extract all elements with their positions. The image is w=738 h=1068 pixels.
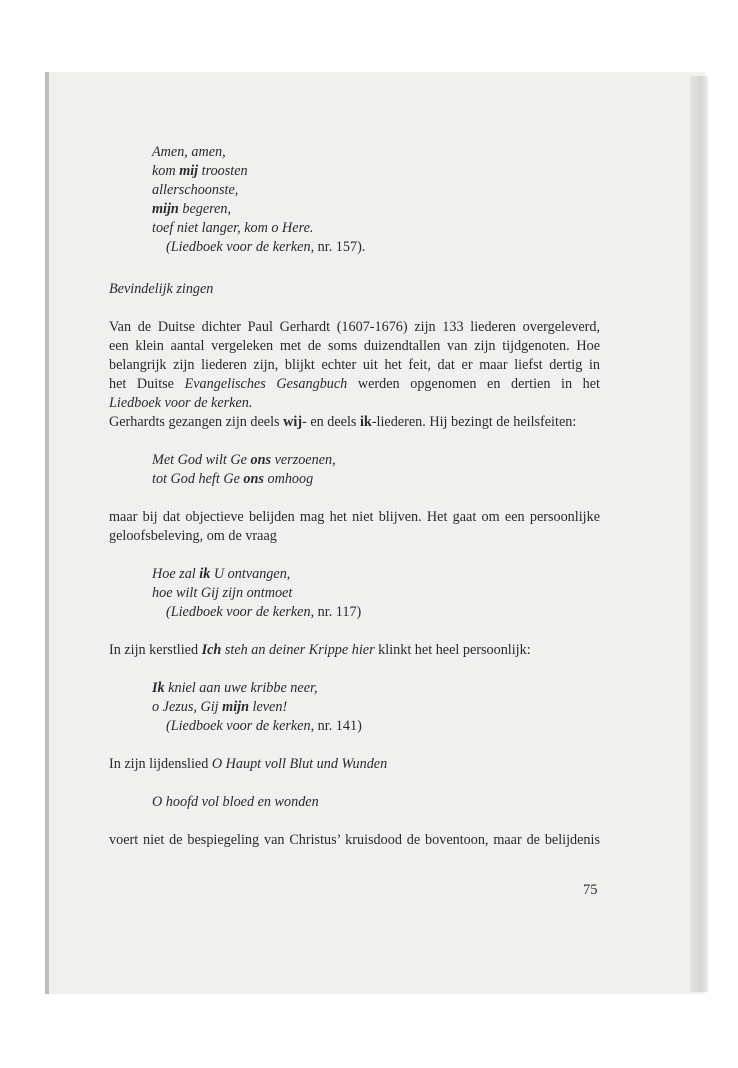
section-heading: Bevindelijk zingen: [109, 281, 214, 297]
para5: voert niet de bespiegeling van Christus’ kruisdood de boventoon, maar de belijdenis: [109, 832, 600, 848]
para3: In zijn kerstlied Ich steh an deiner Krippe hier klinkt het heel persoonlijk:: [109, 642, 531, 658]
poem1-line5: toef niet langer, kom o Here.: [152, 220, 314, 236]
page-number: 75: [583, 882, 598, 898]
para1-line1: Van de Duitse dichter Paul Gerhardt (1607-1676) zijn 133 liederen overgeleverd,: [109, 319, 600, 335]
poem2-line1: Met God wilt Ge ons verzoenen,: [152, 452, 336, 468]
poem4-line2: o Jezus, Gij mijn leven!: [152, 699, 288, 715]
poem4-reference: (Liedboek voor de kerken, nr. 141): [166, 718, 362, 734]
para1-line5: Liedboek voor de kerken.: [109, 395, 253, 411]
para2-line1: maar bij dat objectieve belijden mag het niet blijven. Het gaat om een persoonlijke: [109, 509, 600, 525]
poem3-reference: (Liedboek voor de kerken, nr. 117): [166, 604, 362, 620]
para1-line4: het Duitse Evangelisches Gesangbuch werden opgenomen en dertien in het: [109, 376, 600, 392]
poem1-line4: mijn begeren,: [152, 201, 232, 217]
poem4-line1: Ik kniel aan uwe kribbe neer,: [152, 680, 318, 696]
poem3-line1: Hoe zal ik U ontvangen,: [152, 566, 291, 582]
para1-line2: een klein aantal vergeleken met de soms duizendtallen van zijn tijdgenoten. Hoe: [109, 338, 600, 354]
para2-line2: geloofsbeleving, om de vraag: [109, 528, 277, 544]
para1-line3: belangrijk zijn liederen zijn, blijkt echter uit het feit, dat er maar liefst dertig in: [109, 357, 600, 373]
poem1-line1: Amen, amen,: [152, 144, 226, 160]
poem3-line2: hoe wilt Gij zijn ontmoet: [152, 585, 293, 601]
page-edge: [690, 76, 708, 992]
para4: In zijn lijdenslied O Haupt voll Blut und Wunden: [109, 756, 388, 772]
para1-line6: Gerhardts gezangen zijn deels wij- en deels ik-liederen. Hij bezingt de heilsfeiten:: [109, 414, 577, 430]
poem2-line2: tot God heft Ge ons omhoog: [152, 471, 314, 487]
poem1-reference: (Liedboek voor de kerken, nr. 157).: [166, 239, 366, 255]
poem1-line2: kom mij troosten: [152, 163, 248, 179]
poem5-line1: O hoofd vol bloed en wonden: [152, 794, 319, 810]
poem1-line3: allerschoonste,: [152, 182, 239, 198]
